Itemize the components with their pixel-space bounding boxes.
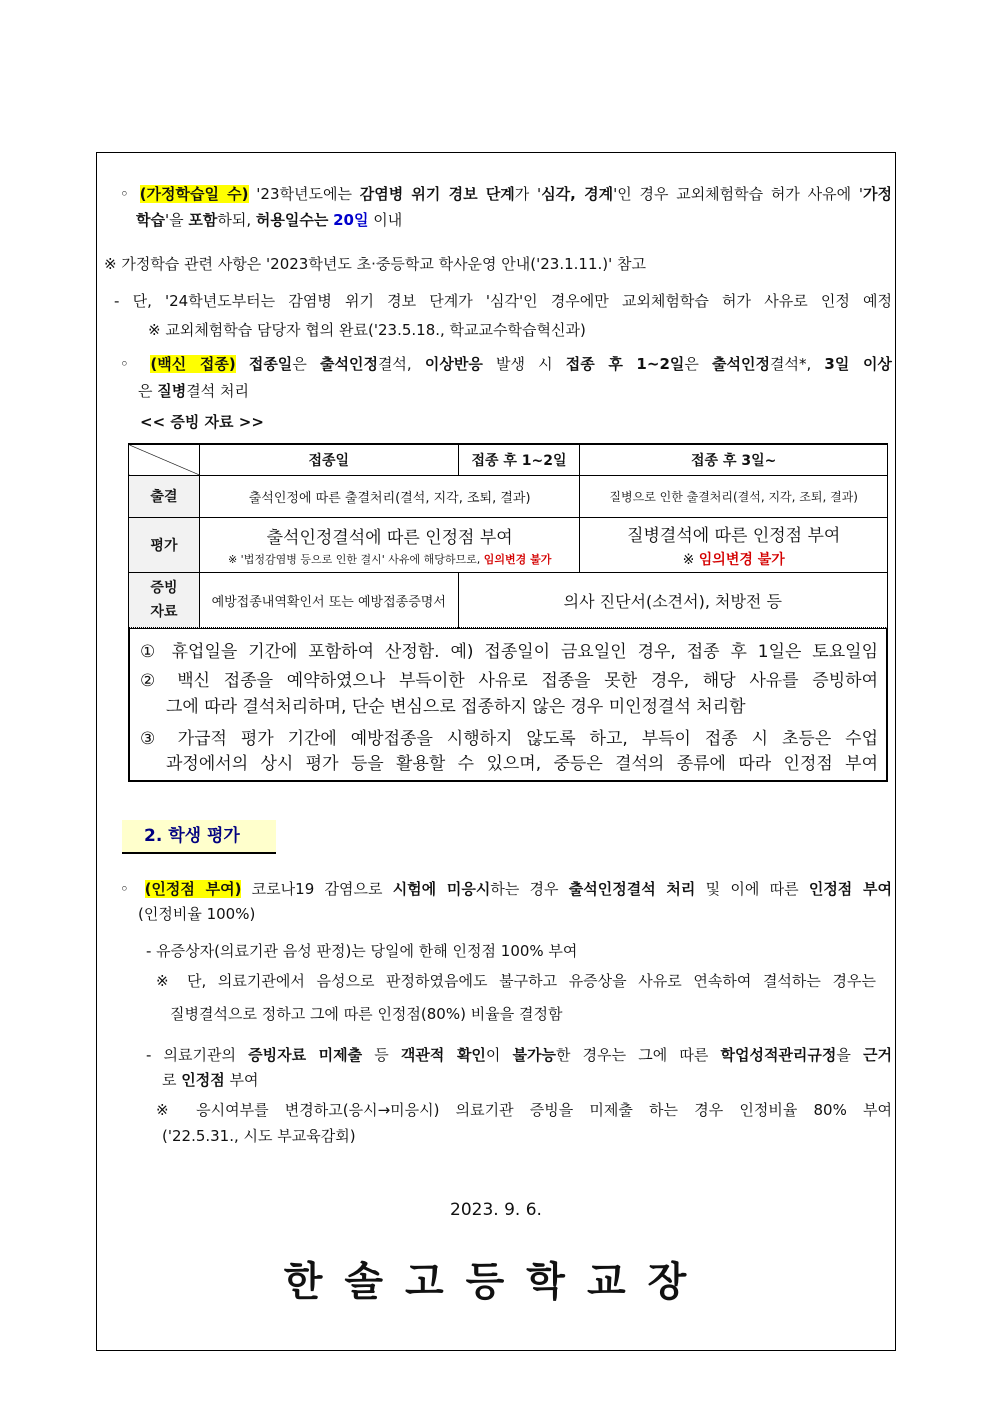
text: 결석*,	[770, 355, 825, 373]
evidence-cell-1: 예방접종내역확인서 또는 예방접종증명서	[199, 572, 458, 628]
attendance-cell-1: 출석인정에 따른 출결처리(결석, 지각, 조퇴, 결과)	[199, 475, 580, 517]
evaluation-cell-2	[580, 517, 888, 572]
note-2b: 그에 따라 결석처리하며, 단순 변심으로 접종하지 않은 경우 미인정결석 처리함	[166, 697, 746, 717]
text-bold: 접종일	[248, 355, 293, 373]
col-header-vaccination-day: 접종일	[199, 444, 458, 475]
note-3b: 과정에서의 상시 평가 등을 활용할 수 있으며, 중등은 결석의 종류에 따라 인정점 부여	[166, 754, 878, 774]
text: 코로나19 감염으로	[241, 880, 393, 898]
text-bold: 학업성적관리규정	[720, 1046, 837, 1064]
no-evidence-line-1	[146, 1044, 892, 1065]
reference-note-2: - 단, '24학년도부터는 감염병 위기 경보 단계가 '심각'인 경우에만 교외체험학습 허가 사유로 인정 예정	[114, 292, 892, 310]
exam-change-note-b: ('22.5.31., 시도 부교육감회)	[162, 1127, 356, 1145]
text: 은	[138, 382, 158, 400]
text: 결석 처리	[186, 382, 249, 400]
text-bold: 불가능	[512, 1046, 557, 1064]
text-bold: 포함	[188, 211, 218, 229]
bullet: ◦	[120, 355, 138, 373]
text	[236, 355, 249, 373]
text: 결석,	[377, 355, 425, 373]
text-bold: 객관적 확인	[400, 1046, 486, 1064]
row-label-evaluation: 평가	[129, 517, 200, 572]
text-bold: 가정	[863, 185, 893, 203]
credit-line-2: (인정비율 100%)	[138, 905, 256, 923]
note-text: ※	[682, 551, 699, 568]
no-evidence-line-2	[162, 1069, 259, 1090]
text: 한 경우는 그에 따른	[556, 1046, 721, 1064]
vaccine-tag: (백신 접종)	[150, 355, 236, 373]
evaluation-cell-1-note	[200, 551, 580, 567]
text-bold: 허용일수는	[255, 211, 329, 229]
exam-change-note-a: ※ 응시여부를 변경하고(응시→미응시) 의료기관 증빙을 미제출 하는 경우 인정비율 80% 부여	[156, 1101, 892, 1119]
text: 발생 시	[482, 355, 566, 373]
vaccine-line-2	[138, 380, 249, 401]
row-label-evidence	[129, 572, 200, 628]
text-bold: 학습	[136, 211, 165, 229]
row-label-evidence-b: 자료	[150, 604, 178, 620]
text: '23학년도에는	[248, 185, 360, 203]
text-bold: 인정점	[181, 1071, 225, 1089]
text: 및 이에 따른	[695, 880, 809, 898]
notes-box	[128, 627, 888, 782]
text: 로	[162, 1071, 182, 1089]
symptomatic-rule: - 유증상자(의료기관 음성 판정)는 당일에 한해 인정점 100% 부여	[146, 942, 578, 960]
evaluation-cell-2-main: 질병결석에 따른 인정점 부여	[627, 525, 841, 546]
evaluation-cell-1-main: 출석인정결석에 따른 인정점 부여	[266, 527, 513, 548]
row-label-attendance: 출결	[129, 475, 200, 517]
text: - 의료기관의	[146, 1046, 249, 1064]
evidence-table	[128, 443, 888, 629]
text: 이	[485, 1046, 513, 1064]
evaluation-cell-2-note	[580, 549, 887, 569]
text: 이내	[368, 211, 403, 229]
text-bold: 접종 후 1~2일	[565, 355, 685, 373]
table-corner-cell	[129, 444, 200, 475]
evidence-title: << 증빙 자료 >>	[140, 413, 264, 431]
reference-note-3: ※ 교외체험학습 담당자 협의 완료('23.5.18., 학교교수학습혁신과)	[148, 321, 586, 339]
text-bold: 근거	[863, 1046, 892, 1064]
text-bold: 증빙자료 미제출	[248, 1046, 363, 1064]
allowed-days: 20일	[333, 211, 369, 229]
home-study-line-1	[120, 183, 892, 204]
text: '인 경우 교외체험학습 허가 사유에 '	[613, 185, 864, 203]
vaccine-line-1	[120, 353, 892, 374]
note-text: ※ '법정감염병 등으로 인한 결시' 사유에 해당하므로,	[227, 552, 484, 566]
text-bold: 출석인정	[319, 355, 378, 373]
text-bold: 출석인정	[712, 355, 770, 373]
home-study-tag: (가정학습일 수)	[139, 185, 249, 203]
text: 가 '	[514, 185, 542, 203]
text-bold: 출석인정결석 처리	[568, 880, 696, 898]
col-header-day-1-2: 접종 후 1~2일	[458, 444, 580, 475]
text-bold: 이상반응	[424, 355, 483, 373]
text-bold: 시험에 미응시	[392, 880, 491, 898]
no-change-warning: 임의변경 불가	[483, 552, 552, 566]
credit-tag: (인정점 부여)	[144, 880, 242, 898]
section-heading-student-evaluation: 2. 학생 평가	[122, 820, 276, 854]
credit-line-1	[120, 878, 892, 899]
home-study-line-2	[136, 209, 402, 230]
reference-note-1: ※ 가정학습 관련 사항은 '2023학년도 초·중등학교 학사운영 안내('23.1.11.)' 참고	[104, 255, 647, 273]
text-bold: 감염병 위기 경보 단계	[359, 185, 515, 203]
note-1: ① 휴업일을 기간에 포함하여 산정함. 예) 접종일이 금요일인 경우, 접종 후 1일은 토요일임	[140, 642, 878, 662]
bullet: ◦	[120, 880, 135, 898]
note-3a: ③ 가급적 평가 기간에 예방접종을 시행하지 않도록 하고, 부득이 접종 시 초등은 수업	[140, 729, 878, 749]
text-bold: 인정점 부여	[808, 880, 892, 898]
symptomatic-note-b: 질병결석으로 정하고 그에 따른 인정점(80%) 비율을 결정함	[170, 1005, 563, 1023]
text: 을	[836, 1046, 864, 1064]
symptomatic-note-a: ※ 단, 의료기관에서 음성으로 판정하였음에도 불구하고 유증상을 사유로 연속하여 결석하는 경우는	[156, 972, 876, 990]
text: 부여	[224, 1071, 259, 1089]
row-label-evidence-a: 증빙	[150, 580, 178, 596]
bullet: ◦	[120, 185, 132, 203]
evidence-cell-2: 의사 진단서(소견서), 처방전 등	[458, 572, 887, 628]
no-change-warning: 임의변경 불가	[698, 551, 785, 568]
note-2a: ② 백신 접종을 예약하였으나 부득이한 사유로 접종을 못한 경우, 해당 사유를 증빙하여	[140, 671, 878, 691]
principal-signature: 한솔고등학교장	[283, 1259, 709, 1305]
text-bold: 심각, 경계	[541, 185, 614, 203]
text: 은	[292, 355, 320, 373]
evaluation-cell-1	[199, 517, 580, 572]
text: '을	[164, 211, 189, 229]
text: 등	[362, 1046, 401, 1064]
text-bold: 질병	[157, 382, 187, 400]
document-date: 2023. 9. 6.	[450, 1200, 542, 1220]
text: 하는 경우	[490, 880, 569, 898]
text-bold: 3일 이상	[824, 355, 892, 373]
col-header-day-3-plus: 접종 후 3일~	[580, 444, 888, 475]
text: 하되,	[217, 211, 256, 229]
text: 은	[684, 355, 713, 373]
attendance-cell-2: 질병으로 인한 출결처리(결석, 지각, 조퇴, 결과)	[580, 475, 888, 517]
